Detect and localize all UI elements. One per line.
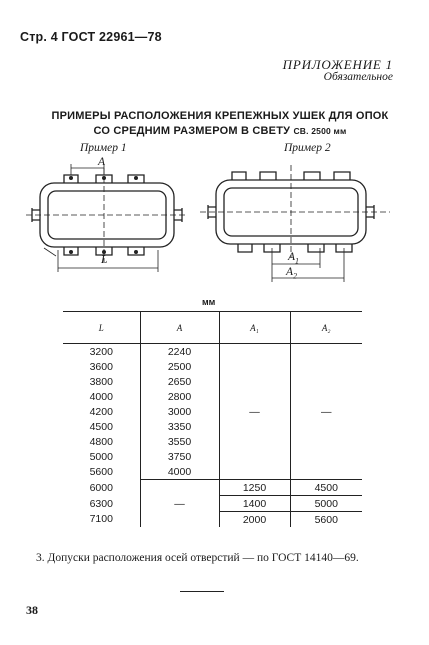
lug — [304, 172, 320, 180]
cell-a1: 1400 — [219, 496, 290, 512]
cell-l: 3800 — [89, 375, 113, 388]
section-title-line2 — [30, 124, 410, 139]
col-header-a2: A₂ — [290, 312, 362, 344]
dim-a-label: A — [98, 156, 106, 168]
cell-a2: 4500 — [290, 480, 362, 496]
section-title-line2b: СВ. 2500 мм — [293, 126, 347, 136]
dim-a1-label: $A_1$ — [288, 251, 300, 266]
cell-l: 4000 — [89, 390, 113, 403]
page-header: Стр. 4 ГОСТ 22961—78 — [20, 30, 162, 44]
example-1-label: Пример 1 — [80, 142, 127, 154]
lug — [238, 244, 252, 252]
section-title-line2a: СО СРЕДНИМ РАЗМЕРОМ В СВЕТУ — [93, 125, 291, 137]
cell-a1: 2000 — [219, 512, 290, 528]
lug — [232, 172, 246, 180]
col-header-a: A — [140, 312, 219, 344]
cell-l: 3600 — [89, 360, 113, 373]
appendix-status: Обязательное — [323, 71, 393, 83]
page-number: 38 — [26, 603, 38, 617]
lug — [334, 172, 350, 180]
tolerance-note: 3. Допуски расположения осей отверстий — по ГОСТ 14140—69. — [36, 552, 359, 564]
cell-l: 4500 — [89, 420, 113, 433]
cell-a2: 5000 — [290, 496, 362, 512]
cell-a: 4000 — [140, 464, 219, 480]
cell-a1-dash: — — [219, 344, 290, 480]
section-title-line1: ПРИМЕРЫ РАСПОЛОЖЕНИЯ КРЕПЕЖНЫХ УШЕК ДЛЯ ОПОК — [51, 110, 389, 122]
cell-a: 2650 — [140, 374, 219, 389]
cell-l: 6000 — [89, 481, 113, 494]
cell-a: 3350 — [140, 419, 219, 434]
cell-l: 5600 — [89, 465, 113, 478]
col-header-a1: A₁ — [219, 312, 290, 344]
footnote-rule — [180, 591, 224, 592]
units-label: мм — [202, 297, 216, 307]
cell-a: 3000 — [140, 404, 219, 419]
cell-l: 4800 — [89, 435, 113, 448]
cell-a: 2800 — [140, 389, 219, 404]
lug — [308, 244, 324, 252]
cell-a2: 5600 — [290, 512, 362, 528]
cell-a: 2500 — [140, 359, 219, 374]
table-row — [63, 344, 362, 360]
cell-l: 3200 — [89, 345, 113, 358]
cell-a1: 1250 — [219, 480, 290, 496]
cell-l: 4200 — [89, 405, 113, 418]
cell-a2-dash: — — [290, 344, 362, 480]
col-header-l: L — [63, 312, 140, 344]
dim-l-label: L — [101, 254, 108, 266]
cell-l: 6300 — [89, 497, 113, 510]
dim-a2-label: $A_2$ — [286, 266, 298, 281]
lug — [260, 172, 276, 180]
cell-l: 5000 — [89, 450, 113, 463]
cell-a: 2240 — [140, 344, 219, 360]
cell-a-dash: — — [140, 480, 219, 528]
table-header-row — [63, 312, 362, 344]
cell-l: 7100 — [89, 513, 113, 526]
appendix-title: ПРИЛОЖЕНИЕ 1 — [282, 57, 393, 72]
cell-a: 3750 — [140, 449, 219, 464]
example-2-label: Пример 2 — [284, 142, 331, 154]
dimensions-table — [63, 311, 362, 527]
table-row — [63, 480, 362, 496]
cell-a: 3550 — [140, 434, 219, 449]
